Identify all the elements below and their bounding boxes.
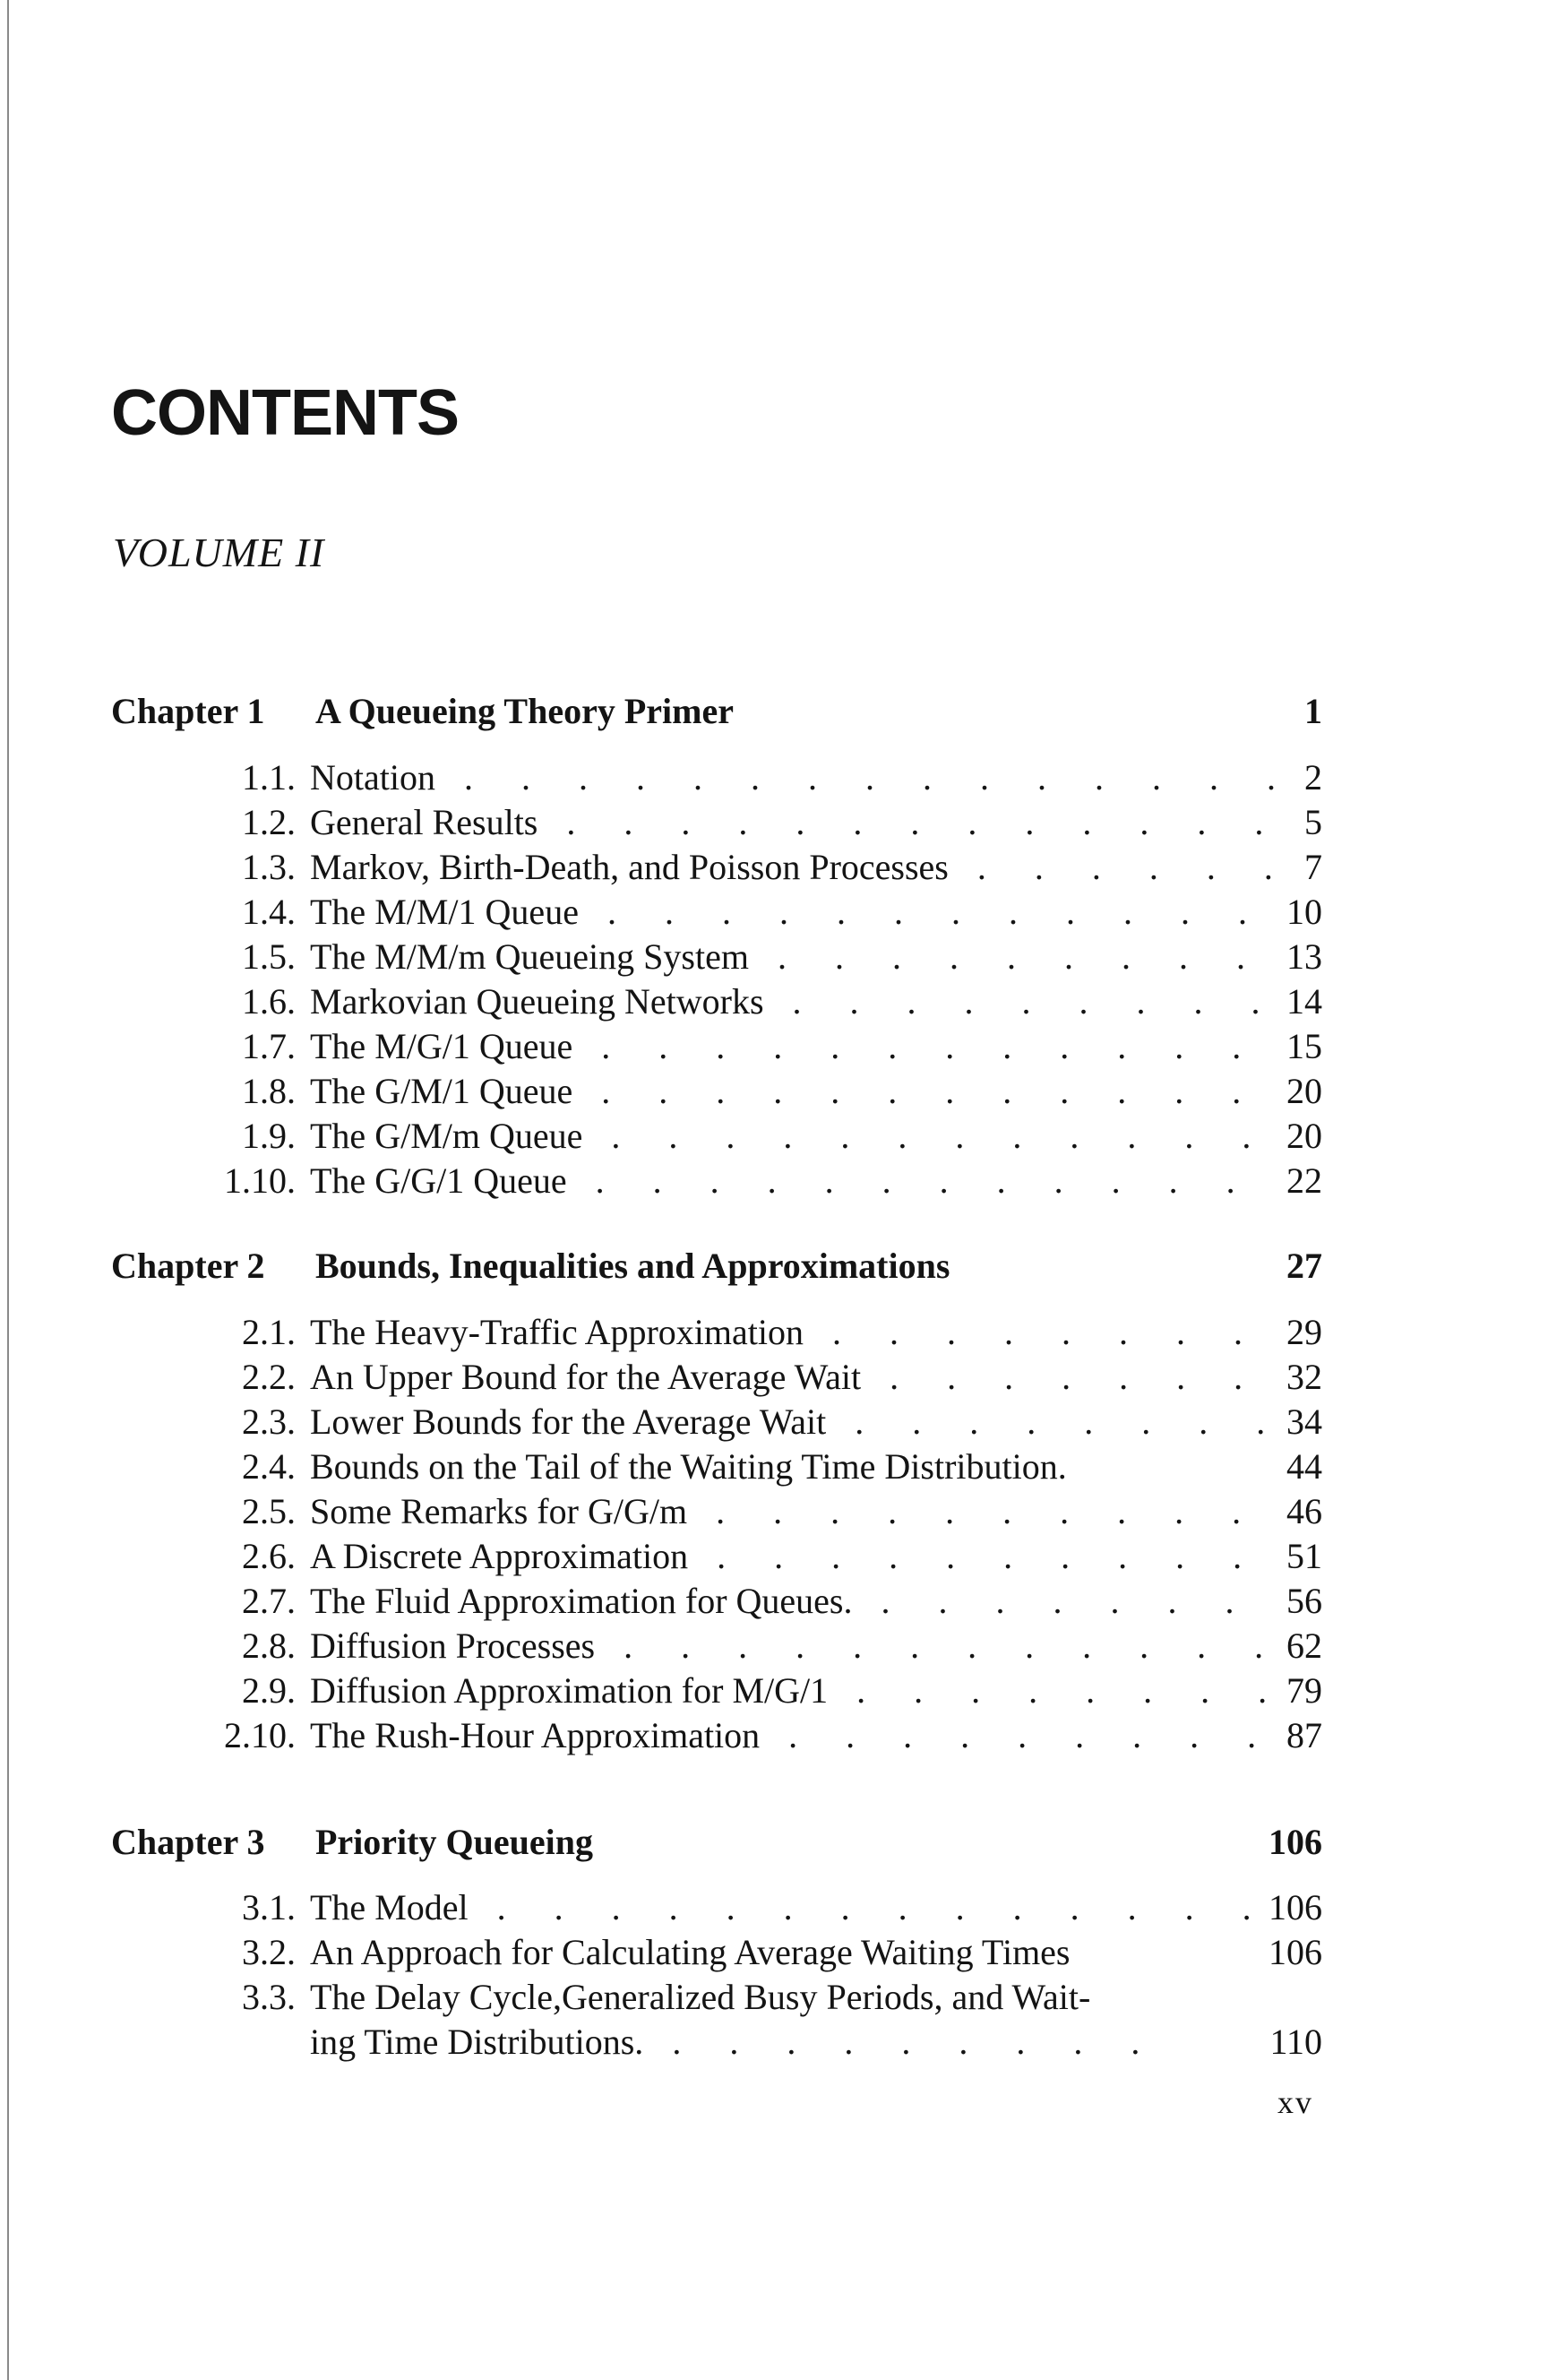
section-title: The M/M/1 Queue . . .: [310, 890, 1283, 935]
contents-heading: CONTENTS: [111, 377, 459, 449]
chapter-page-number: 106: [1268, 1822, 1322, 1862]
section-title: The Fluid Approximation for Queues. . . .: [310, 1579, 1283, 1624]
section-page-number: 34: [1286, 1401, 1322, 1442]
toc-entry-2-2[interactable]: [111, 1355, 1322, 1400]
section-title: An Upper Bound for the Average Wait . . .: [310, 1355, 1283, 1400]
section-page-number: 79: [1286, 1670, 1322, 1711]
section-number: 1.8.: [242, 1071, 296, 1111]
section-page-number: 15: [1286, 1026, 1322, 1066]
section-number: 2.7.: [242, 1581, 296, 1621]
chapter-title: A Queueing Theory Primer: [315, 691, 734, 731]
section-title: The G/G/1 Queue . . .: [310, 1159, 1283, 1203]
section-page-number: 44: [1286, 1446, 1322, 1487]
section-title: Lower Bounds for the Average Wait . . .: [310, 1400, 1283, 1444]
toc-entry-2-1[interactable]: [111, 1310, 1322, 1355]
section-page-number: 62: [1286, 1625, 1322, 1666]
chapter-label: Chapter 2: [111, 1246, 265, 1286]
toc-entry-2-9[interactable]: [111, 1669, 1322, 1713]
section-page-number: 51: [1286, 1536, 1322, 1576]
section-page-number: 22: [1286, 1160, 1322, 1201]
section-title: Markov, Birth-Death, and Poisson Processes . . .: [310, 845, 1283, 890]
section-title: The Heavy-Traffic Approximation . . .: [310, 1310, 1283, 1355]
toc-entry-1-7[interactable]: [111, 1024, 1322, 1069]
page-edge-rule: [7, 0, 9, 2380]
toc-entry-1-6[interactable]: [111, 979, 1322, 1024]
section-title: Notation . . .: [310, 755, 1283, 800]
chapter-page-number: 1: [1304, 691, 1322, 731]
toc-entry-1-3[interactable]: [111, 845, 1322, 890]
section-number: 2.4.: [242, 1446, 296, 1487]
toc-entry-2-7[interactable]: [111, 1579, 1322, 1624]
section-number: 2.10.: [224, 1715, 296, 1755]
toc-entry-1-8[interactable]: [111, 1069, 1322, 1114]
toc-entry-3-3[interactable]: [111, 1975, 1322, 2020]
toc-entry-3-2[interactable]: [111, 1930, 1322, 1975]
section-page-number: 46: [1286, 1491, 1322, 1531]
section-title: The M/M/m Queueing System . . .: [310, 935, 1283, 979]
section-number: 2.3.: [242, 1401, 296, 1442]
section-page-number: 7: [1304, 847, 1322, 887]
section-title: Diffusion Processes . . .: [310, 1624, 1283, 1669]
chapter-2-heading[interactable]: [111, 1243, 1322, 1289]
chapter-title: Bounds, Inequalities and Approximations: [315, 1246, 950, 1286]
section-number: 1.5.: [242, 936, 296, 977]
section-page-number: 32: [1286, 1357, 1322, 1397]
section-page-number: 106: [1268, 1887, 1322, 1927]
section-number: 2.2.: [242, 1357, 296, 1397]
section-page-number: 106: [1268, 1932, 1322, 1972]
section-page-number: 20: [1286, 1071, 1322, 1111]
toc-entry-2-10[interactable]: [111, 1713, 1322, 1758]
section-page-number: 2: [1304, 757, 1322, 798]
section-page-number: 10: [1286, 892, 1322, 932]
section-title: The G/M/m Queue . . .: [310, 1114, 1283, 1159]
section-page-number: 110: [1269, 2022, 1322, 2062]
section-title: A Discrete Approximation . . .: [310, 1534, 1283, 1579]
section-number: 1.6.: [242, 981, 296, 1022]
section-number: 3.1.: [242, 1887, 296, 1927]
section-number: 3.2.: [242, 1932, 296, 1972]
section-number: 1.3.: [242, 847, 296, 887]
section-number: 1.9.: [242, 1116, 296, 1156]
toc-entry-2-3[interactable]: [111, 1400, 1322, 1444]
section-title: An Approach for Calculating Average Waiting Times: [310, 1932, 1071, 1972]
section-page-number: 29: [1286, 1312, 1322, 1352]
chapter-title: Priority Queueing: [315, 1822, 593, 1862]
toc-entry-1-10[interactable]: [111, 1159, 1322, 1203]
section-number: 1.10.: [224, 1160, 296, 1201]
section-title: Bounds on the Tail of the Waiting Time Distribution.: [310, 1446, 1067, 1487]
toc-entry-1-4[interactable]: [111, 890, 1322, 935]
section-number: 1.4.: [242, 892, 296, 932]
section-number: 3.3.: [242, 1977, 296, 2017]
toc-entry-2-6[interactable]: [111, 1534, 1322, 1579]
section-number: 1.7.: [242, 1026, 296, 1066]
section-page-number: 5: [1304, 802, 1322, 842]
section-title: The Rush-Hour Approximation . . .: [310, 1713, 1283, 1758]
chapter-1-heading[interactable]: [111, 688, 1322, 735]
section-title: The Model . . .: [310, 1885, 1283, 1930]
section-title: Some Remarks for G/G/m . . .: [310, 1489, 1283, 1534]
section-number: 2.6.: [242, 1536, 296, 1576]
chapter-label: Chapter 3: [111, 1822, 265, 1862]
section-page-number: 20: [1286, 1116, 1322, 1156]
toc-entry-1-9[interactable]: [111, 1114, 1322, 1159]
section-title-continuation: ing Time Distributions. . . .: [310, 2020, 1172, 2065]
section-page-number: 87: [1286, 1715, 1322, 1755]
chapter-page-number: 27: [1286, 1246, 1322, 1286]
toc-entry-3-3-continuation[interactable]: [310, 2020, 1322, 2065]
toc-entry-2-8[interactable]: [111, 1624, 1322, 1669]
chapter-3-heading[interactable]: [111, 1819, 1322, 1866]
section-title: Markovian Queueing Networks . . .: [310, 979, 1283, 1024]
section-number: 1.2.: [242, 802, 296, 842]
toc-entry-3-1[interactable]: [111, 1885, 1322, 1930]
page-folio: xv: [1277, 2084, 1313, 2120]
section-title: The M/G/1 Queue . . .: [310, 1024, 1283, 1069]
section-number: 1.1.: [242, 757, 296, 798]
volume-label: VOLUME II: [113, 530, 325, 575]
section-title: The Delay Cycle,Generalized Busy Periods, and Wait-: [310, 1977, 1091, 2017]
toc-entry-2-5[interactable]: [111, 1489, 1322, 1534]
toc-entry-1-5[interactable]: [111, 935, 1322, 979]
section-page-number: 13: [1286, 936, 1322, 977]
section-page-number: 14: [1286, 981, 1322, 1022]
toc-entry-2-4[interactable]: [111, 1444, 1322, 1489]
section-title: Diffusion Approximation for M/G/1 . . .: [310, 1669, 1283, 1713]
section-title: General Results . . .: [310, 800, 1283, 845]
section-title: The G/M/1 Queue . . .: [310, 1069, 1283, 1114]
section-number: 2.9.: [242, 1670, 296, 1711]
toc-entry-1-2[interactable]: [111, 800, 1322, 845]
section-number: 2.5.: [242, 1491, 296, 1531]
section-page-number: 56: [1286, 1581, 1322, 1621]
chapter-label: Chapter 1: [111, 691, 265, 731]
toc-entry-1-1[interactable]: [111, 755, 1322, 800]
section-number: 2.8.: [242, 1625, 296, 1666]
section-number: 2.1.: [242, 1312, 296, 1352]
